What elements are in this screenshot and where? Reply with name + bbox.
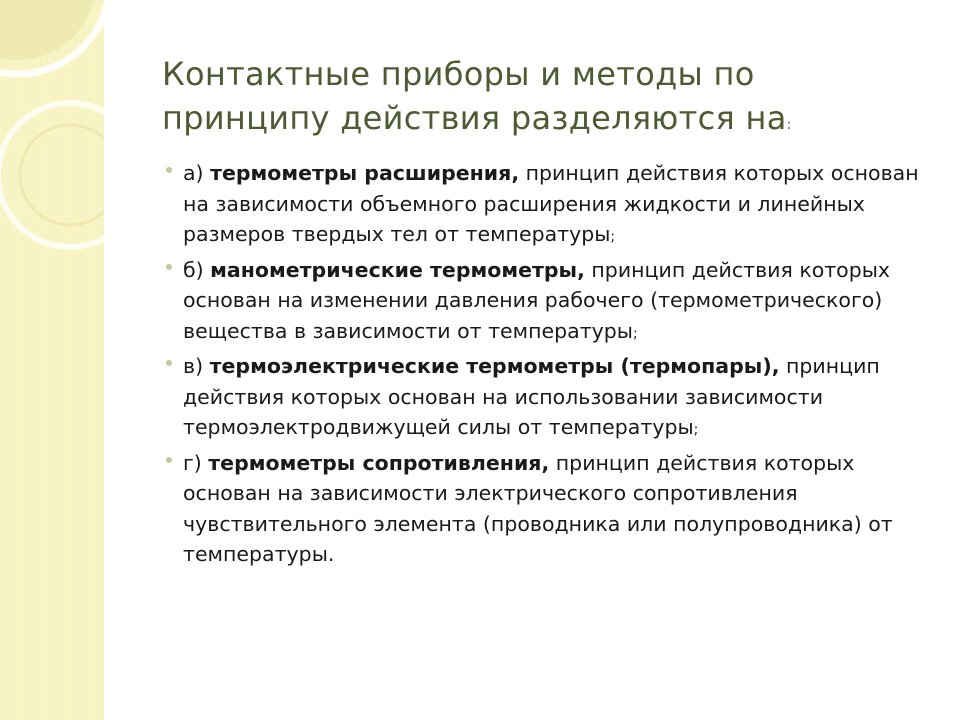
sidebar-edge	[104, 0, 107, 720]
item-text: принцип действия которых основан на зависимости электрического сопротивления чувствительного элемента (проводника или полупроводника) от температуры.	[183, 450, 893, 566]
item-text: принцип действия которых основан на использовании зависимости термоэлектродвижущей силы от температуры	[183, 354, 880, 439]
bullet-list	[166, 158, 926, 575]
item-prefix: б)	[183, 257, 211, 282]
item-prefix: г)	[183, 450, 209, 475]
bullet-icon	[166, 457, 172, 463]
item-term: термометры расширения,	[210, 161, 520, 185]
bullet-icon	[166, 264, 172, 270]
ornament-ring-middle	[20, 125, 107, 225]
decorative-sidebar	[0, 0, 107, 720]
item-term: термометры сопротивления,	[208, 450, 550, 475]
title-colon: :	[786, 117, 792, 133]
list-item-thermocouples	[166, 351, 926, 446]
item-punctuation: ;	[610, 229, 616, 245]
item-prefix: в)	[183, 354, 210, 378]
slide-title	[162, 52, 922, 147]
circle-ornament	[0, 0, 107, 720]
title-line-2: принципу действия разделяются на	[162, 99, 787, 137]
item-text: принцип действия которых основан на изменении давления рабочего (термометрического) вещества в зависимости от температуры	[183, 257, 891, 343]
item-term: манометрические термометры,	[210, 257, 585, 282]
bullet-icon	[166, 360, 172, 366]
title-line-1: Контактные приборы и методы по	[162, 55, 755, 93]
ornament-circle-middle	[0, 103, 107, 247]
item-text: принцип действия которых основан на зависимости объемного расширения жидкости и линейных размеров твердых тел от температуры	[183, 161, 919, 246]
list-item-expansion-thermometers	[166, 158, 926, 253]
bullet-icon	[166, 167, 172, 173]
item-punctuation: ;	[633, 325, 638, 342]
item-prefix: а)	[183, 161, 211, 185]
item-punctuation: ;	[693, 422, 699, 438]
list-item-resistance-thermometers	[166, 448, 926, 573]
item-term: термоэлектрические термометры (термопары),	[209, 354, 780, 378]
list-item-manometric-thermometers	[166, 255, 926, 350]
